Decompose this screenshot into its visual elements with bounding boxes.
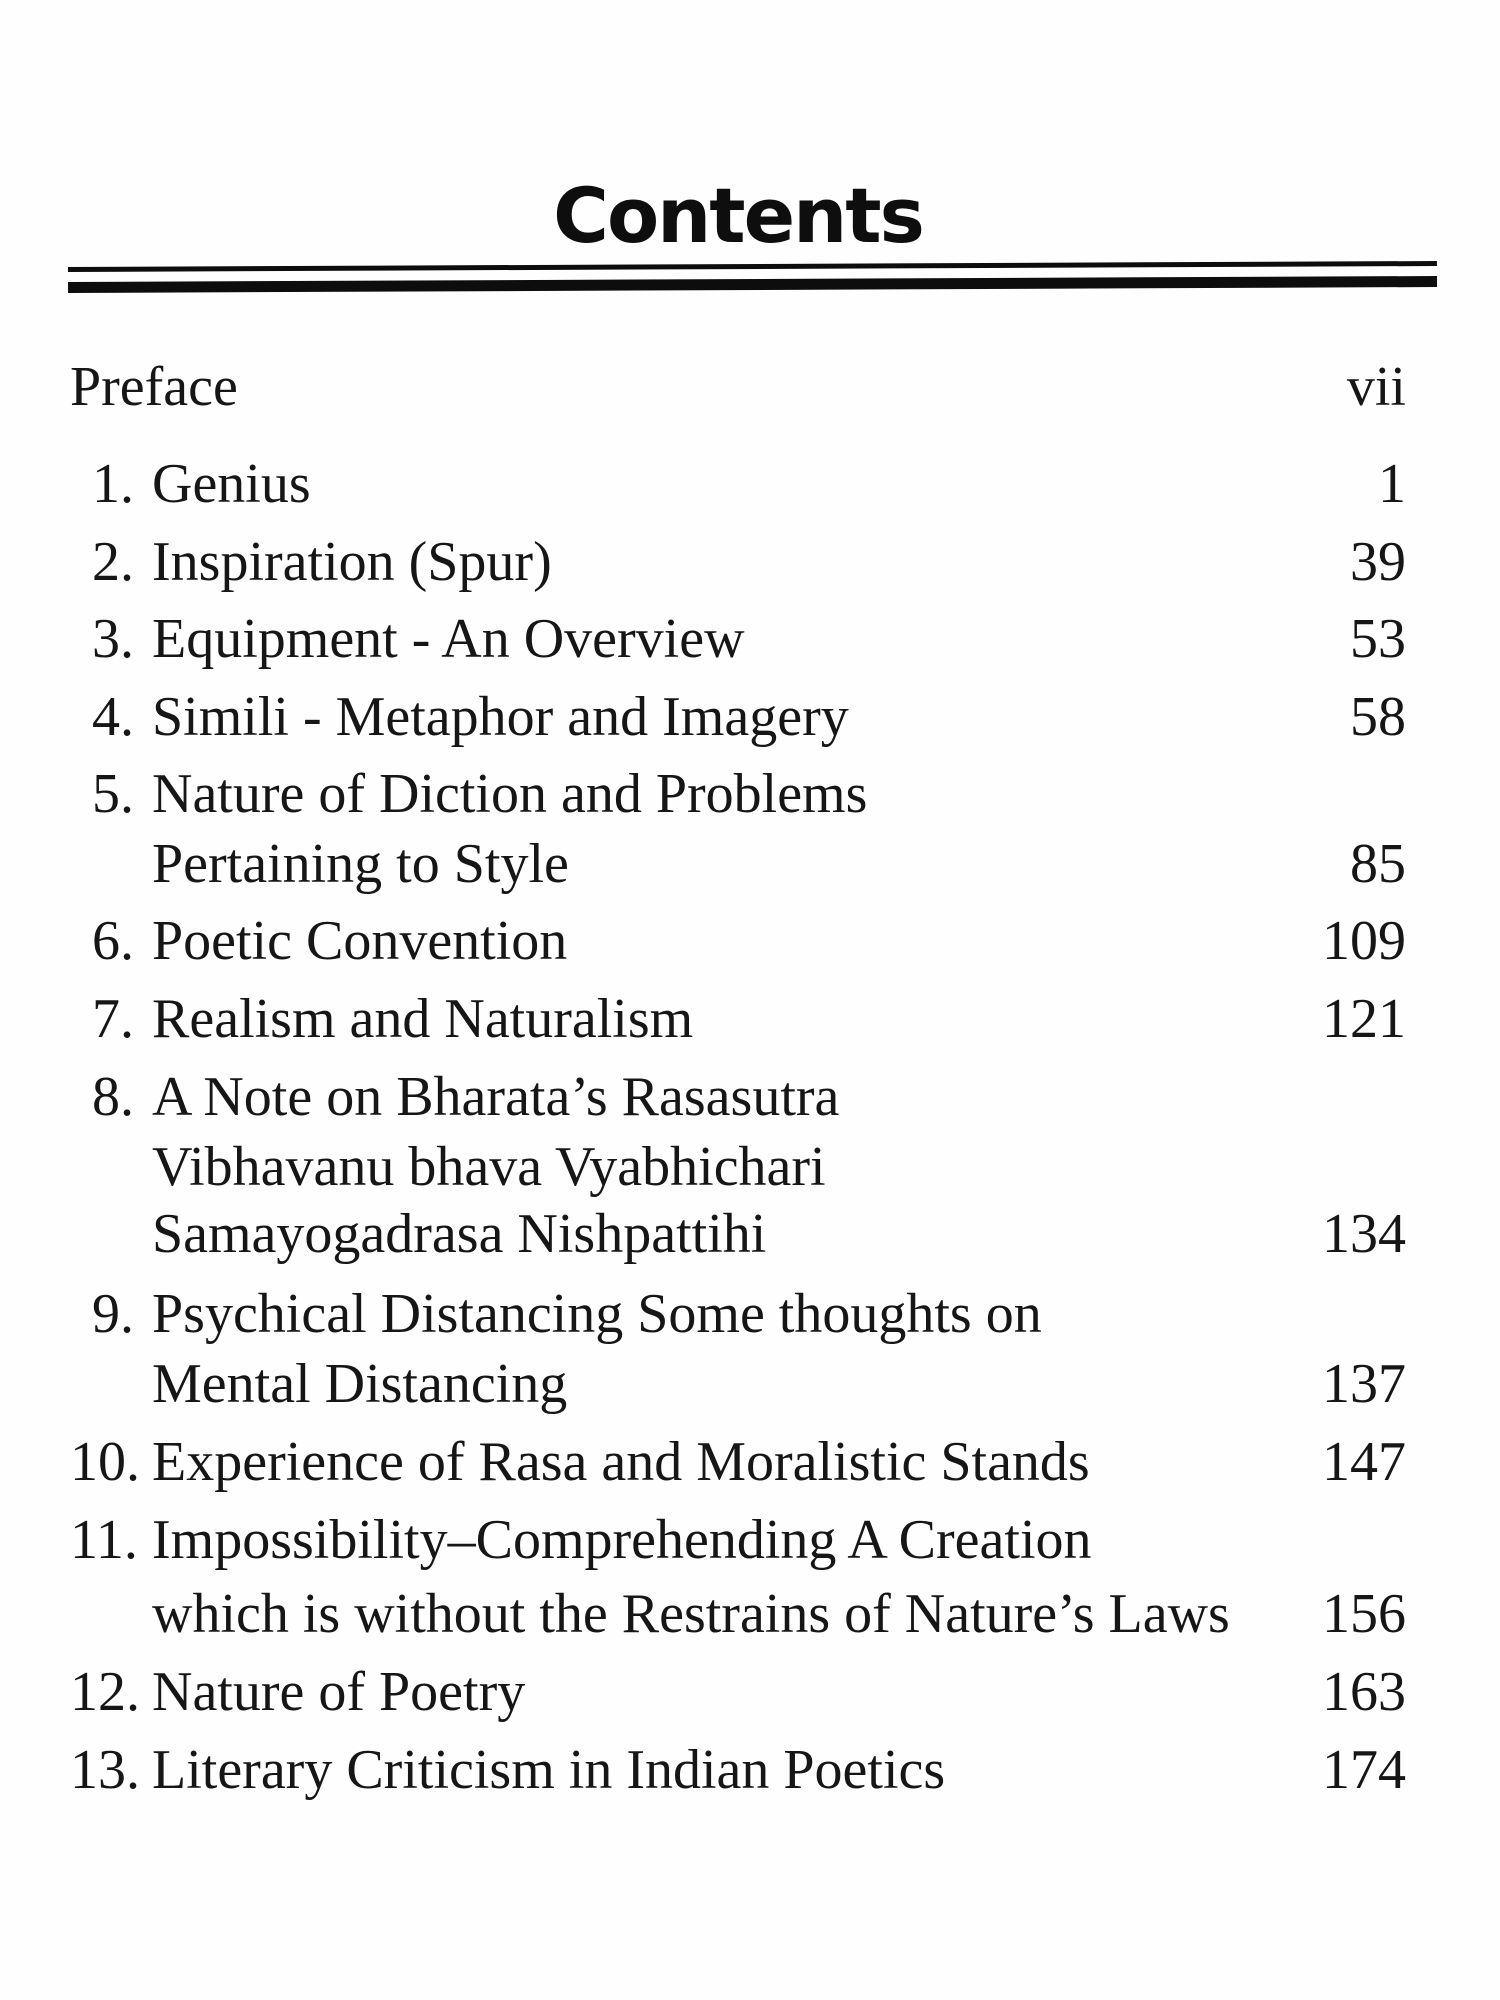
toc-entry-continuation-line — [70, 1585, 1406, 1643]
toc-entry-line — [70, 1741, 1406, 1799]
entry-number: 13. — [70, 1739, 140, 1801]
entry-number: 12. — [70, 1661, 140, 1723]
entry-number: 7. — [92, 988, 134, 1050]
double-rule — [68, 261, 1437, 293]
toc-entry-line — [70, 765, 1406, 823]
entry-title: Poetic Convention — [152, 910, 568, 972]
entry-title-continuation: Vibhavanu bhava Vyabhichari — [152, 1136, 826, 1198]
toc-entry-continuation-line — [70, 1355, 1406, 1413]
toc-entry-line — [70, 1433, 1406, 1491]
toc-entry-continuation-line — [70, 1138, 1406, 1196]
entry-title: Simili - Metaphor and Imagery — [152, 686, 849, 748]
toc-entry-line — [70, 1663, 1406, 1721]
entry-title: Equipment - An Overview — [152, 608, 745, 670]
toc-entry-line — [70, 1511, 1406, 1569]
entry-page-number: 53 — [1350, 608, 1406, 670]
entry-title: Realism and Naturalism — [152, 988, 694, 1050]
entry-title-continuation: which is without the Restrains of Nature’s Laws — [152, 1583, 1230, 1645]
page-title: Contents — [553, 171, 923, 260]
entry-page-number: 137 — [1322, 1353, 1406, 1415]
entry-title: Nature of Diction and Problems — [152, 763, 868, 825]
toc-entry-line — [70, 1068, 1406, 1126]
entry-number: 1. — [92, 453, 134, 515]
entry-title: Experience of Rasa and Moralistic Stands — [152, 1431, 1090, 1493]
entry-title-continuation: Pertaining to Style — [152, 833, 569, 895]
entry-title: Psychical Distancing Some thoughts on — [152, 1283, 1042, 1345]
entry-number: 5. — [92, 763, 134, 825]
toc-entry-line — [70, 688, 1406, 746]
toc-entry-continuation-line — [70, 1205, 1406, 1263]
entry-title: Impossibility–Comprehending A Creation — [152, 1509, 1092, 1571]
toc-entry-line — [70, 610, 1406, 668]
entry-page-number: 156 — [1322, 1583, 1406, 1645]
entry-page-number: 134 — [1322, 1203, 1406, 1265]
entry-page-number: 58 — [1350, 686, 1406, 748]
preface-row — [70, 358, 1406, 416]
toc-entry-continuation-line — [70, 835, 1406, 893]
preface-label: Preface — [70, 356, 238, 418]
entry-page-number: 174 — [1322, 1739, 1406, 1801]
toc-entry-line — [70, 1285, 1406, 1343]
toc-entry-line — [70, 990, 1406, 1048]
entry-number: 3. — [92, 608, 134, 670]
toc-entry-line — [70, 455, 1406, 513]
toc-entry-line — [70, 533, 1406, 591]
entry-page-number: 121 — [1322, 988, 1406, 1050]
entry-page-number: 109 — [1322, 910, 1406, 972]
entry-number: 8. — [92, 1066, 134, 1128]
entry-number: 11. — [70, 1509, 138, 1571]
entry-number: 2. — [92, 531, 134, 593]
entry-title: Nature of Poetry — [152, 1661, 526, 1723]
entry-number: 9. — [92, 1283, 134, 1345]
entry-title: Literary Criticism in Indian Poetics — [152, 1739, 946, 1801]
entry-title: Genius — [152, 453, 311, 515]
entry-title-continuation: Mental Distancing — [152, 1353, 568, 1415]
entry-number: 10. — [70, 1431, 140, 1493]
entry-number: 4. — [92, 686, 134, 748]
entry-page-number: 147 — [1322, 1431, 1406, 1493]
entry-number: 6. — [92, 910, 134, 972]
toc-entry-line — [70, 912, 1406, 970]
entry-page-number: 163 — [1322, 1661, 1406, 1723]
entry-title: Inspiration (Spur) — [152, 531, 552, 593]
entry-page-number: 1 — [1378, 453, 1406, 515]
entry-page-number: 85 — [1350, 833, 1406, 895]
preface-page-number: vii — [1346, 356, 1406, 418]
entry-page-number: 39 — [1350, 531, 1406, 593]
entry-title-continuation: Samayogadrasa Nishpattihi — [152, 1203, 767, 1265]
entry-title: A Note on Bharata’s Rasasutra — [152, 1066, 840, 1128]
